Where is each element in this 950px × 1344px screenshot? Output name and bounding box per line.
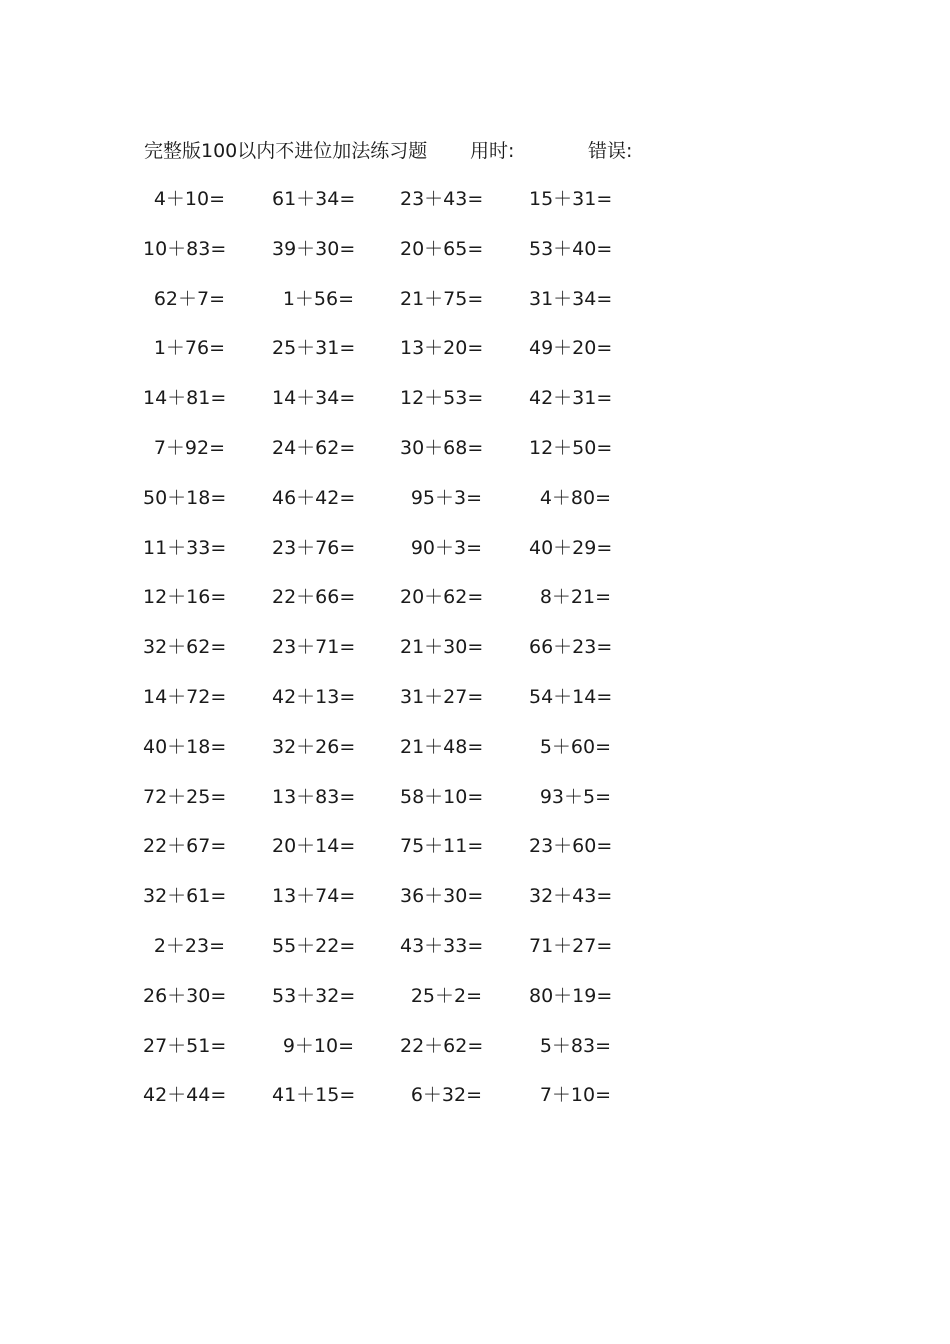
problem-cell: 20＋14= xyxy=(272,835,356,858)
problem-cell: 4＋80= xyxy=(539,486,611,509)
problem-cell: 71＋27= xyxy=(529,934,613,957)
problem-cell: 7＋92= xyxy=(153,436,225,459)
problem-row xyxy=(0,533,950,583)
problem-cell: 22＋67= xyxy=(143,835,227,858)
problem-cell: 10＋83= xyxy=(143,237,227,260)
problem-row xyxy=(0,632,950,682)
problem-row xyxy=(0,782,950,832)
problem-cell: 5＋60= xyxy=(539,735,611,758)
problem-row xyxy=(0,483,950,533)
problem-cell: 20＋65= xyxy=(400,237,484,260)
problem-row xyxy=(0,931,950,981)
problem-cell: 95＋3= xyxy=(410,486,482,509)
problem-cell: 12＋50= xyxy=(529,436,613,459)
problem-cell: 62＋7= xyxy=(153,287,225,310)
problem-cell: 5＋83= xyxy=(539,1034,611,1057)
problem-cell: 42＋31= xyxy=(529,387,613,410)
problem-cell: 25＋2= xyxy=(410,984,482,1007)
problem-row xyxy=(0,582,950,632)
problem-row xyxy=(0,732,950,782)
problem-cell: 22＋62= xyxy=(400,1034,484,1057)
problem-cell: 21＋75= xyxy=(400,287,484,310)
problem-cell: 21＋48= xyxy=(400,735,484,758)
problem-cell: 8＋21= xyxy=(539,586,611,609)
problem-row xyxy=(0,333,950,383)
problem-cell: 32＋62= xyxy=(143,636,227,659)
problem-cell: 49＋20= xyxy=(529,337,613,360)
problem-row xyxy=(0,831,950,881)
problem-cell: 40＋18= xyxy=(143,735,227,758)
problem-row xyxy=(0,981,950,1031)
problem-cell: 24＋62= xyxy=(272,436,356,459)
problem-cell: 22＋66= xyxy=(272,586,356,609)
problem-cell: 12＋53= xyxy=(400,387,484,410)
problem-cell: 6＋32= xyxy=(410,1084,482,1107)
problem-cell: 1＋56= xyxy=(282,287,354,310)
problem-cell: 23＋76= xyxy=(272,536,356,559)
problem-cell: 9＋10= xyxy=(282,1034,354,1057)
problem-cell: 39＋30= xyxy=(272,237,356,260)
problem-cell: 42＋13= xyxy=(272,685,356,708)
problem-cell: 93＋5= xyxy=(539,785,611,808)
problem-cell: 25＋31= xyxy=(272,337,356,360)
problem-cell: 90＋3= xyxy=(410,536,482,559)
problem-cell: 21＋30= xyxy=(400,636,484,659)
problem-cell: 55＋22= xyxy=(272,934,356,957)
problem-cell: 30＋68= xyxy=(400,436,484,459)
problem-cell: 72＋25= xyxy=(143,785,227,808)
problem-cell: 23＋71= xyxy=(272,636,356,659)
problem-cell: 13＋74= xyxy=(272,885,356,908)
problem-cell: 31＋34= xyxy=(529,287,613,310)
problem-cell: 36＋30= xyxy=(400,885,484,908)
problem-cell: 54＋14= xyxy=(529,685,613,708)
problem-cell: 12＋16= xyxy=(143,586,227,609)
problem-cell: 41＋15= xyxy=(272,1084,356,1107)
problem-cell: 23＋60= xyxy=(529,835,613,858)
problem-cell: 14＋72= xyxy=(143,685,227,708)
problem-cell: 46＋42= xyxy=(272,486,356,509)
problem-grid xyxy=(0,184,950,1130)
problem-cell: 11＋33= xyxy=(143,536,227,559)
problem-cell: 31＋27= xyxy=(400,685,484,708)
problem-cell: 66＋23= xyxy=(529,636,613,659)
problem-cell: 42＋44= xyxy=(143,1084,227,1107)
problem-cell: 7＋10= xyxy=(539,1084,611,1107)
problem-cell: 1＋76= xyxy=(153,337,225,360)
errors-label: 错误: xyxy=(588,140,633,162)
problem-row xyxy=(0,1031,950,1081)
problem-cell: 58＋10= xyxy=(400,785,484,808)
problem-cell: 80＋19= xyxy=(529,984,613,1007)
problem-cell: 40＋29= xyxy=(529,536,613,559)
problem-cell: 2＋23= xyxy=(153,934,225,957)
problem-row xyxy=(0,284,950,334)
problem-cell: 61＋34= xyxy=(272,188,356,210)
problem-cell: 53＋40= xyxy=(529,237,613,260)
worksheet-title: 完整版100以内不进位加法练习题 xyxy=(144,140,428,162)
problem-cell: 4＋10= xyxy=(153,188,225,210)
problem-cell: 27＋51= xyxy=(143,1034,227,1057)
problem-cell: 32＋61= xyxy=(143,885,227,908)
problem-cell: 14＋81= xyxy=(143,387,227,410)
problem-row xyxy=(0,1080,950,1130)
problem-cell: 14＋34= xyxy=(272,387,356,410)
problem-cell: 13＋83= xyxy=(272,785,356,808)
problem-row xyxy=(0,682,950,732)
problem-cell: 43＋33= xyxy=(400,934,484,957)
problem-cell: 20＋62= xyxy=(400,586,484,609)
time-used-label: 用时: xyxy=(470,140,515,162)
problem-cell: 23＋43= xyxy=(400,188,484,210)
problem-row xyxy=(0,433,950,483)
problem-cell: 13＋20= xyxy=(400,337,484,360)
problem-cell: 53＋32= xyxy=(272,984,356,1007)
problem-row xyxy=(0,184,950,234)
problem-cell: 15＋31= xyxy=(529,188,613,210)
problem-cell: 75＋11= xyxy=(400,835,484,858)
problem-cell: 26＋30= xyxy=(143,984,227,1007)
problem-cell: 32＋43= xyxy=(529,885,613,908)
problem-cell: 50＋18= xyxy=(143,486,227,509)
problem-row xyxy=(0,383,950,433)
problem-row xyxy=(0,234,950,284)
problem-row xyxy=(0,881,950,931)
problem-cell: 32＋26= xyxy=(272,735,356,758)
